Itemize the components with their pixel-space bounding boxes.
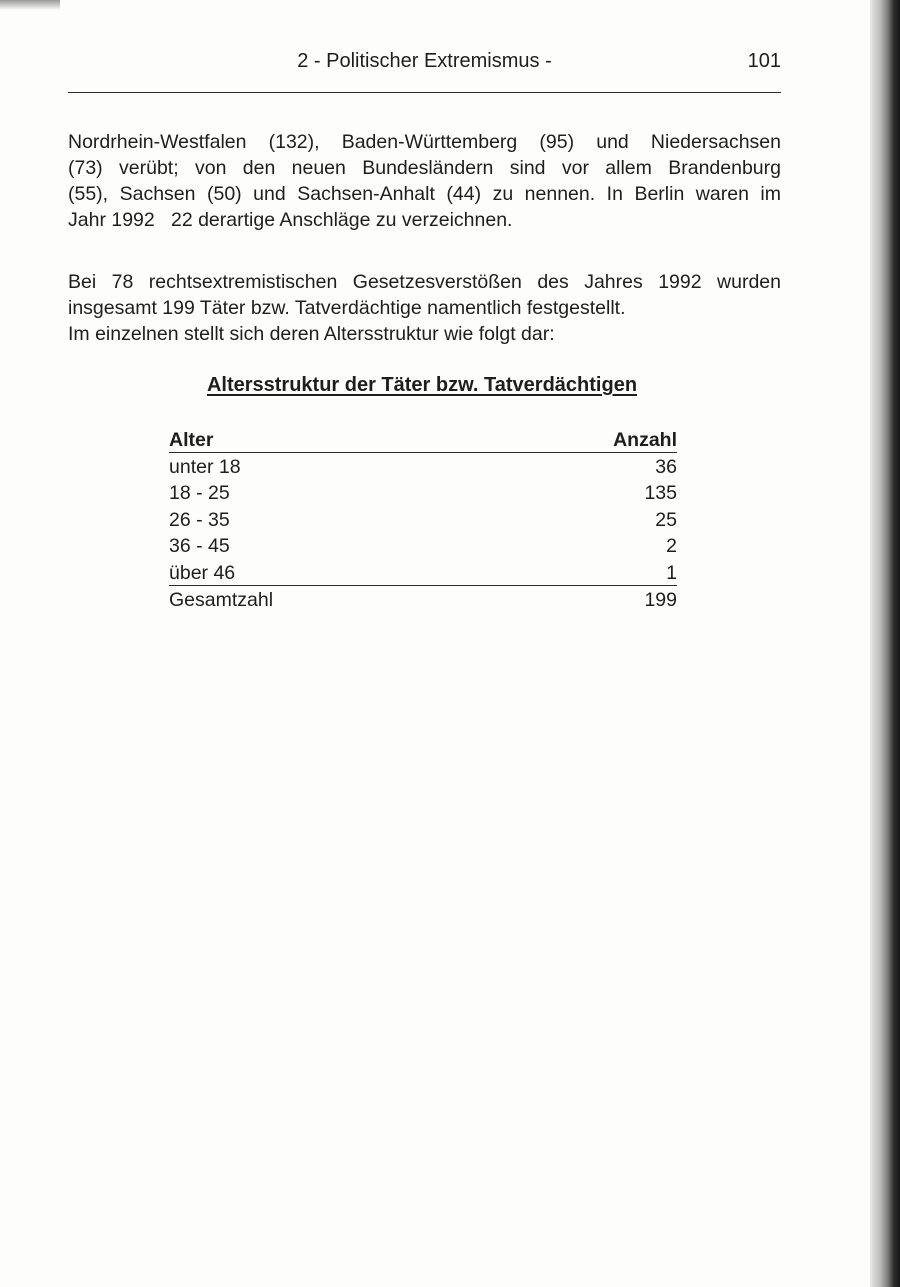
table-header-row	[169, 427, 677, 454]
column-header-age: Alter	[169, 429, 214, 451]
page-number: 101	[747, 50, 781, 72]
count-cell: 25	[655, 508, 677, 531]
paragraph-line: Bei 78 rechtsextremistischen Gesetzesverstößen des Jahres 1992 wurden	[68, 271, 781, 293]
total-label: Gesamtzahl	[169, 588, 274, 611]
table-title-text: Altersstruktur der Täter bzw. Tatverdächtigen	[206, 374, 638, 396]
scan-shadow	[0, 0, 60, 10]
total-count: 199	[644, 588, 677, 611]
table-row	[169, 454, 677, 481]
count-cell: 2	[666, 535, 677, 558]
table-row	[169, 507, 677, 534]
count-cell: 36	[655, 455, 677, 478]
paragraph-line: (55), Sachsen (50) und Sachsen-Anhalt (44) zu nennen. In Berlin waren im	[68, 183, 781, 205]
table-total-row	[169, 587, 677, 614]
paragraph-line: Nordrhein-Westfalen (132), Baden-Württemberg (95) und Niedersachsen	[68, 131, 781, 153]
paragraph-line: (73) verübt; von den neuen Bundesländern sind vor allem Brandenburg	[68, 157, 781, 179]
running-header	[68, 50, 781, 80]
count-cell: 135	[644, 482, 677, 505]
header-title: 2 - Politischer Extremismus -	[297, 50, 552, 72]
paragraph-line: insgesamt 199 Täter bzw. Tatverdächtige namentlich festgestellt.	[68, 297, 626, 319]
age-cell: unter 18	[169, 455, 241, 478]
paragraph-2	[68, 269, 781, 347]
paragraph-line: Jahr 1992 22 derartige Anschläge zu verzeichnen.	[68, 209, 513, 231]
table-row	[169, 480, 677, 507]
paragraph-line: Im einzelnen stellt sich deren Altersstruktur wie folgt dar:	[68, 323, 555, 345]
table-row	[169, 533, 677, 560]
column-header-count: Anzahl	[613, 429, 677, 451]
age-cell: 36 - 45	[169, 535, 230, 558]
book-spine-shadow	[870, 0, 900, 1287]
count-cell: 1	[666, 561, 677, 584]
header-rule	[68, 92, 781, 93]
paragraph-1	[68, 129, 781, 233]
table-title	[0, 374, 900, 397]
age-cell: 26 - 35	[169, 508, 230, 531]
table-row	[169, 560, 677, 587]
age-structure-table	[169, 427, 677, 613]
age-cell: über 46	[169, 561, 236, 584]
age-cell: 18 - 25	[169, 482, 230, 505]
